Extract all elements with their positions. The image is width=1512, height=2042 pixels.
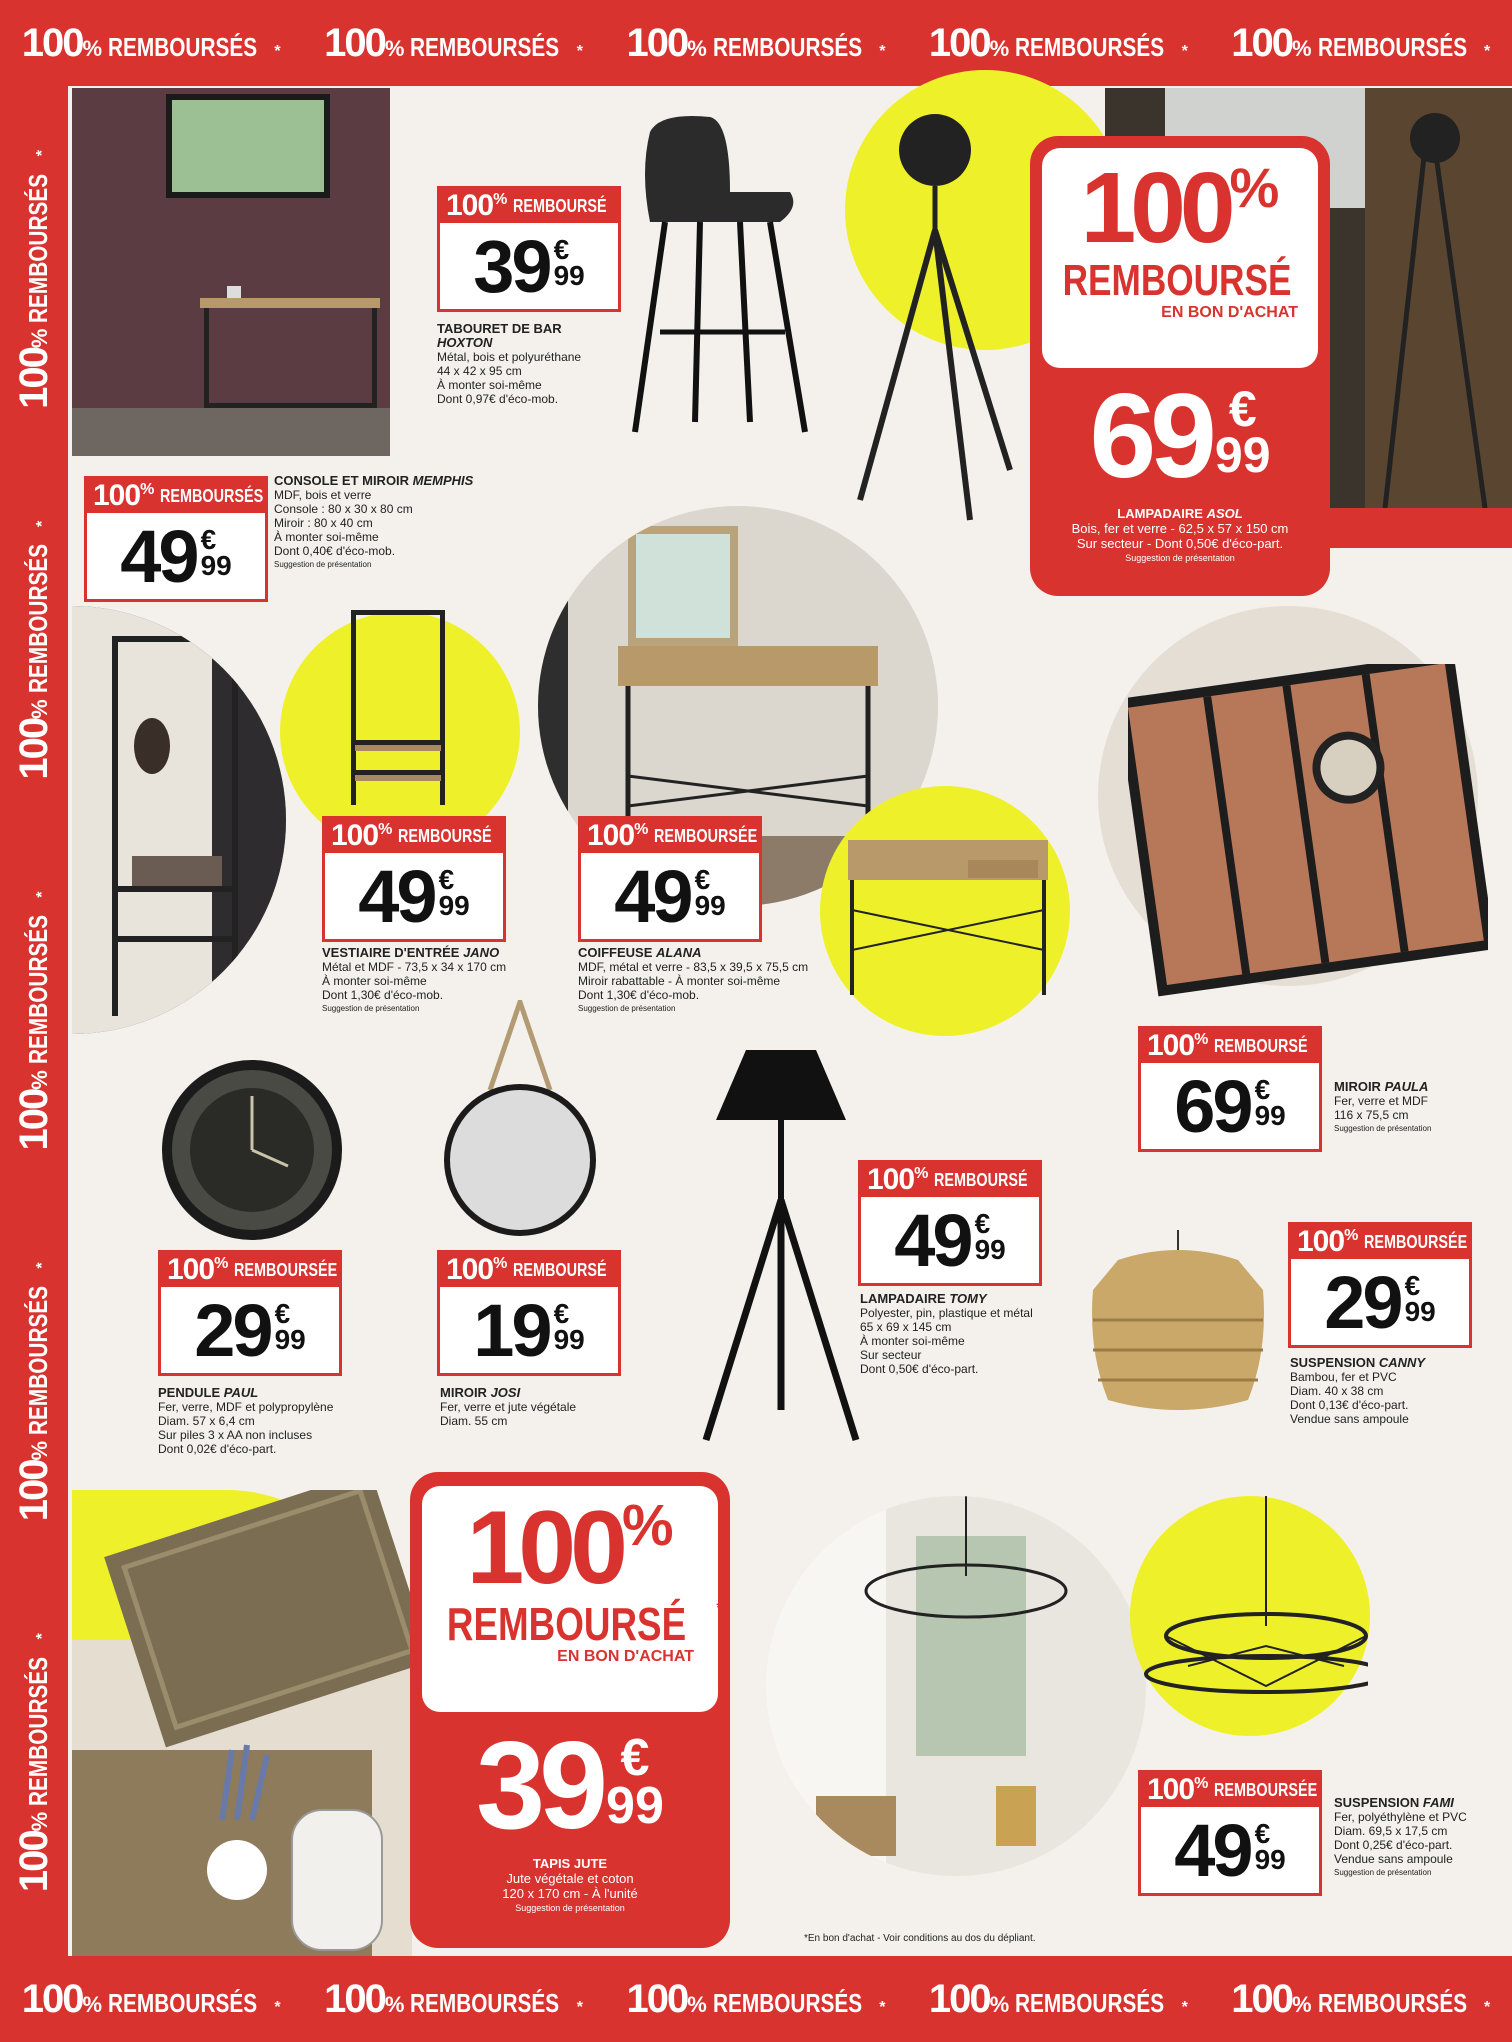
miroir-paula-price: 69 € 99 xyxy=(1174,1065,1286,1148)
window-mirror-image xyxy=(1128,664,1488,1019)
bamboo-pendant-canny-image xyxy=(1088,1230,1268,1425)
pendule-badge: 100 % REMBOURSÉE xyxy=(161,1253,339,1287)
side-banner xyxy=(0,86,68,1956)
miroir-josi-price-box xyxy=(437,1250,621,1376)
floor-lamp-asol-image xyxy=(850,110,1020,535)
banner-item: 100 % REMBOURSÉS * xyxy=(21,1976,281,2021)
banner-item: 100 % REMBOURSÉS * xyxy=(928,20,1188,65)
miroir-paula-description: MIROIR PAULA Fer, verre et MDF 116 x 75,5 cm Suggestion de présentation xyxy=(1334,1079,1432,1133)
miroir-josi-description: MIROIR JOSI Fer, verre et jute végétale Diam. 55 cm xyxy=(440,1385,577,1428)
coiffeuse-price: 49 € 99 xyxy=(614,855,726,938)
asol-hero-description: LAMPADAIRE ASOL Bois, fer et verre - 62,5 x 57 x 150 cm Sur secteur - Dont 0,50€ d'éco-part. Suggestion de présentation xyxy=(1071,506,1289,563)
banner-item: 100 % REMBOURSÉS * xyxy=(626,20,886,65)
suspension-fami-description: SUSPENSION FAMI Fer, polyéthylène et PVC Diam. 69,5 x 17,5 cm Dont 0,25€ d'éco-part. Vendue sans ampoule Suggestion de présentation xyxy=(1334,1795,1467,1877)
suspension-fami-price: 49 € 99 xyxy=(1174,1809,1286,1892)
console-description: CONSOLE ET MIROIR MEMPHIS MDF, bois et verre Console : 80 x 30 x 80 cm Miroir : 80 x 40 cm À monter soi-même Dont 0,40€ d'éco-mob. Suggestion de présentation xyxy=(274,473,474,569)
miroir-josi-badge: 100 % REMBOURSÉ xyxy=(440,1253,618,1287)
suspension-fami-price-box xyxy=(1138,1770,1322,1896)
vestiaire-photo xyxy=(72,606,286,1034)
miroir-josi-price: 19 € 99 xyxy=(473,1289,585,1372)
tapis-photo xyxy=(72,1490,432,1956)
suspension-canny-description: SUSPENSION CANNY Bambou, fer et PVC Diam. 40 x 38 cm Dont 0,13€ d'éco-part. Vendue sans ampoule xyxy=(1290,1355,1426,1426)
banner-item: 100 % REMBOURSÉS * xyxy=(1231,1976,1491,2021)
asol-hero-badge-top: 100 % REMBOURSÉ * EN BON D'ACHAT xyxy=(1042,148,1318,368)
banner-item: 100 % REMBOURSÉS * xyxy=(324,20,584,65)
banner-item: 100 % REMBOURSÉS * xyxy=(21,20,281,65)
top-banner xyxy=(0,0,1512,86)
vestiaire-badge: 100 % REMBOURSÉ xyxy=(325,819,503,853)
asol-hero-badge xyxy=(1030,136,1330,596)
fami-room-photo xyxy=(766,1496,1146,1876)
tabouret-badge: 100 % REMBOURSÉ xyxy=(440,189,618,223)
lampadaire-tomy-price-box xyxy=(858,1160,1042,1286)
coat-rack-image xyxy=(345,610,455,815)
suspension-canny-price: 29 € 99 xyxy=(1324,1261,1436,1344)
footnote: *En bon d'achat - Voir conditions au dos du dépliant. xyxy=(804,1933,1036,1944)
suspension-canny-badge: 100 % REMBOURSÉE xyxy=(1291,1225,1469,1259)
miroir-paula-price-box xyxy=(1138,1026,1322,1152)
round-mirror-image xyxy=(440,1000,600,1245)
lampadaire-tomy-price: 49 € 99 xyxy=(894,1199,1006,1282)
tapis-hero-price: 39 € 99 xyxy=(476,1717,664,1855)
desk-image xyxy=(848,830,1048,1005)
tripod-lamp-tomy-image xyxy=(686,1050,866,1455)
tabouret-price-box xyxy=(437,186,621,312)
banner-item: 100 % REMBOURSÉS * xyxy=(11,1262,56,1522)
tabouret-description: TABOURET DE BAR HOXTON Métal, bois et polyuréthane 44 x 42 x 95 cm À monter soi-même Dont 0,97€ d'éco-mob. xyxy=(437,321,582,406)
coiffeuse-description: COIFFEUSE ALANA MDF, métal et verre - 83,5 x 39,5 x 75,5 cm Miroir rabattable - À monter soi-même Dont 1,30€ d'éco-mob. Suggestion de présentation xyxy=(578,945,809,1013)
miroir-paula-badge: 100 % REMBOURSÉ xyxy=(1141,1029,1319,1063)
bottom-banner xyxy=(0,1956,1512,2042)
banner-item: 100 % REMBOURSÉS * xyxy=(11,1633,56,1893)
coiffeuse-price-box xyxy=(578,816,762,942)
vestiaire-price-box xyxy=(322,816,506,942)
lampadaire-tomy-description: LAMPADAIRE TOMY Polyester, pin, plastique et métal 65 x 69 x 145 cm À monter soi-même Sur secteur Dont 0,50€ d'éco-part. xyxy=(860,1291,1033,1376)
asol-hero-price: 69 € 99 xyxy=(1089,369,1271,503)
pendule-price-box xyxy=(158,1250,342,1376)
tapis-hero-badge xyxy=(410,1472,730,1948)
banner-item: 100 % REMBOURSÉS * xyxy=(324,1976,584,2021)
tabouret-price: 39 € 99 xyxy=(473,225,585,308)
vestiaire-description: VESTIAIRE D'ENTRÉE JANO Métal et MDF - 73,5 x 34 x 170 cm À monter soi-même Dont 1,30€ d'éco-mob. Suggestion de présentation xyxy=(322,945,507,1013)
vestiaire-price: 49 € 99 xyxy=(358,855,470,938)
console-photo xyxy=(72,88,390,456)
suspension-canny-price-box xyxy=(1288,1222,1472,1348)
suspension-fami-badge: 100 % REMBOURSÉE xyxy=(1141,1773,1319,1807)
tapis-hero-badge-top: 100 % REMBOURSÉ * EN BON D'ACHAT xyxy=(422,1486,718,1712)
banner-item: 100 % REMBOURSÉS * xyxy=(1231,20,1491,65)
wire-pendant-fami-image xyxy=(1128,1496,1368,1721)
wall-clock-image xyxy=(158,1056,346,1249)
lampadaire-tomy-badge: 100 % REMBOURSÉ xyxy=(861,1163,1039,1197)
console-price: 49 € 99 xyxy=(120,515,232,598)
console-badge: 100 % REMBOURSÉS xyxy=(87,479,265,513)
pendule-price: 29 € 99 xyxy=(194,1289,306,1372)
banner-item: 100 % REMBOURSÉS * xyxy=(928,1976,1188,2021)
banner-item: 100 % REMBOURSÉS * xyxy=(11,149,56,409)
pendule-description: PENDULE PAUL Fer, verre, MDF et polypropylène Diam. 57 x 6,4 cm Sur piles 3 x AA non incluses Dont 0,02€ d'éco-part. xyxy=(158,1385,334,1456)
banner-item: 100 % REMBOURSÉS * xyxy=(11,520,56,780)
bar-stool-image xyxy=(620,112,820,447)
banner-item: 100 % REMBOURSÉS * xyxy=(11,891,56,1151)
console-price-box xyxy=(84,476,268,602)
tapis-hero-description: TAPIS JUTE Jute végétale et coton 120 x 170 cm - À l'unité Suggestion de présentation xyxy=(502,1856,638,1913)
banner-item: 100 % REMBOURSÉS * xyxy=(626,1976,886,2021)
coiffeuse-badge: 100 % REMBOURSÉE xyxy=(581,819,759,853)
